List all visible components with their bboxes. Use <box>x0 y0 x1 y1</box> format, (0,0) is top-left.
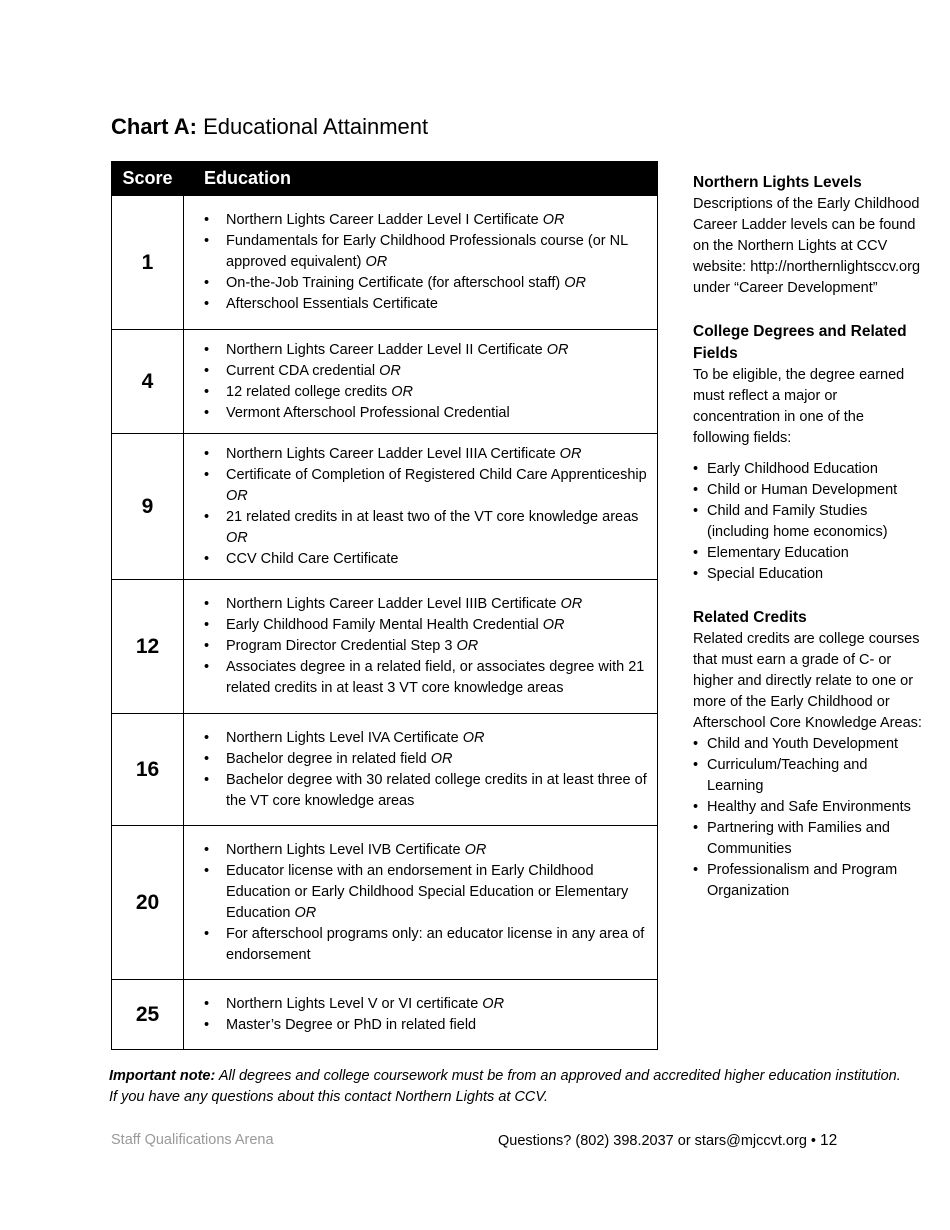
educational-attainment-table <box>111 161 658 1050</box>
list-item <box>204 549 649 570</box>
table-body <box>112 196 658 1050</box>
score-cell: 4 <box>112 330 184 434</box>
table-row <box>112 714 658 826</box>
degrees-list <box>693 459 923 585</box>
or-conjunction: OR <box>226 487 248 504</box>
degrees-body: To be eligible, the degree earned must reflect a major or concentration in one of the following fields: <box>693 367 905 446</box>
list-item-text: Northern Lights Career Ladder Level IIIB Certificate <box>226 596 561 612</box>
levels-body: Descriptions of the Early Childhood Career Ladder levels can be found on the Northern Lights at CCV website: http://northernlightsccv.org under “Career Development” <box>693 196 921 296</box>
table-header-row <box>112 161 658 196</box>
or-conjunction: OR <box>379 362 401 379</box>
list-item <box>204 465 649 507</box>
list-item <box>204 994 649 1015</box>
list-item: • Early Childhood Education <box>693 459 923 480</box>
or-conjunction: OR <box>542 212 565 228</box>
list-item: • Curriculum/Teaching and Learning <box>693 755 923 797</box>
score-column-header: Score <box>112 161 184 196</box>
list-item <box>204 361 649 382</box>
list-item-text: Bachelor degree with 30 related college credits in at least three of the VT core knowledge areas <box>226 771 647 809</box>
score-cell: 16 <box>112 714 184 826</box>
list-item <box>204 840 649 861</box>
list-item <box>204 507 649 549</box>
page-number: 12 <box>820 1132 838 1149</box>
or-conjunction: OR <box>464 841 487 858</box>
education-list <box>184 210 657 315</box>
list-item <box>204 657 649 699</box>
list-item-text: Northern Lights Career Ladder Level IIIA Certificate <box>226 445 560 462</box>
degrees-heading: College Degrees and Related Fields <box>693 323 907 362</box>
list-item <box>204 615 649 636</box>
sidebar-section-credits <box>693 607 923 902</box>
list-item-text: Associates degree in a related field, or associates degree with 21 related credits in at least 3 VT core knowledge areas <box>226 659 645 696</box>
credits-list <box>693 734 923 902</box>
list-item-text: Northern Lights Career Ladder Level I Certificate <box>226 212 543 228</box>
table-row <box>112 434 658 580</box>
score-cell: 1 <box>112 196 184 330</box>
list-item: • Child and Family Studies (including home economics) <box>693 501 923 543</box>
list-item-text: Northern Lights Level IVB Certificate <box>226 841 465 858</box>
list-item-text: Bachelor degree in related field <box>226 750 431 767</box>
sidebar-section-degrees <box>693 321 923 585</box>
list-item <box>204 294 649 315</box>
sidebar <box>693 172 923 924</box>
score-cell: 25 <box>112 980 184 1050</box>
score-cell: 20 <box>112 826 184 980</box>
list-item-text: On-the-Job Training Certificate (for afterschool staff) <box>226 275 565 291</box>
list-item <box>204 861 649 924</box>
education-list <box>184 728 657 812</box>
score-cell: 12 <box>112 580 184 714</box>
table-row <box>112 980 658 1050</box>
list-item-text: Early Childhood Family Mental Health Credential <box>226 617 543 633</box>
or-conjunction: OR <box>226 529 248 546</box>
list-item-text: 21 related credits in at least two of the VT core knowledge areas <box>226 508 639 525</box>
footer-contact-text: Questions? (802) 398.2037 or stars@mjccvt.org <box>498 1133 807 1149</box>
education-column-header: Education <box>184 161 658 196</box>
levels-heading: Northern Lights Levels <box>693 174 862 191</box>
list-item: • Child and Youth Development <box>693 734 923 755</box>
page-title-text: Educational Attainment <box>196 114 429 139</box>
list-item <box>204 210 649 231</box>
table-row <box>112 580 658 714</box>
table-row <box>112 826 658 980</box>
sidebar-section-levels <box>693 172 923 299</box>
list-item <box>204 444 649 465</box>
list-item: • Special Education <box>693 564 923 585</box>
or-conjunction: OR <box>391 383 413 400</box>
list-item <box>204 382 649 403</box>
list-item-text: Northern Lights Career Ladder Level II Certificate <box>226 341 547 358</box>
list-item <box>204 1015 649 1036</box>
list-item <box>204 749 649 770</box>
important-note-text: All degrees and college coursework must be from an approved and accredited higher education institution. If you have any questions about this contact Northern Lights at CCV. <box>109 1068 901 1105</box>
list-item-text: For afterschool programs only: an educator license in any area of endorsement <box>226 925 645 963</box>
credits-body: Related credits are college courses that must earn a grade of C- or higher and directly relate to one or more of the Early Childhood or Afterschool Core Knowledge Areas: <box>693 631 922 731</box>
or-conjunction: OR <box>559 445 582 462</box>
or-conjunction: OR <box>365 254 388 270</box>
list-item-text: CCV Child Care Certificate <box>226 550 399 567</box>
important-note <box>109 1066 909 1108</box>
or-conjunction: OR <box>456 638 479 654</box>
table-row <box>112 330 658 434</box>
education-cell <box>184 434 658 580</box>
education-cell <box>184 826 658 980</box>
list-item-text: Current CDA credential <box>226 362 380 379</box>
list-item <box>204 340 649 361</box>
education-list <box>184 444 657 570</box>
education-cell <box>184 980 658 1050</box>
list-item-text: Northern Lights Level V or VI certificate <box>226 995 483 1012</box>
list-item: • Elementary Education <box>693 543 923 564</box>
list-item-text: Master’s Degree or PhD in related field <box>226 1016 477 1033</box>
list-item-text: Afterschool Essentials Certificate <box>226 296 438 312</box>
education-cell <box>184 196 658 330</box>
or-conjunction: OR <box>294 904 317 921</box>
list-item: • Child or Human Development <box>693 480 923 501</box>
education-cell <box>184 580 658 714</box>
or-conjunction: OR <box>560 596 583 612</box>
footer-document-name: Staff Qualifications Arena <box>111 1132 274 1148</box>
important-note-lead: Important note: <box>109 1068 216 1084</box>
list-item-text: Educator license with an endorsement in Early Childhood Education or Early Childhood Special Education or Elementary Education <box>226 862 629 921</box>
list-item: • Healthy and Safe Environments <box>693 797 923 818</box>
list-item-text: Certificate of Completion of Registered Child Care Apprenticeship <box>226 466 647 483</box>
list-item-text: Program Director Credential Step 3 <box>226 638 457 654</box>
education-list <box>184 994 657 1036</box>
list-item: • Partnering with Families and Communities <box>693 818 923 860</box>
list-item <box>204 594 649 615</box>
page-title-lead: Chart A: <box>111 114 197 139</box>
list-item <box>204 636 649 657</box>
list-item <box>204 728 649 749</box>
or-conjunction: OR <box>462 729 485 746</box>
list-item-text: 12 related college credits <box>226 383 392 400</box>
list-item-text: Northern Lights Level IVA Certificate <box>226 729 463 746</box>
table-row <box>112 196 658 330</box>
list-item <box>204 770 649 812</box>
or-conjunction: OR <box>546 341 569 358</box>
list-item <box>204 231 649 273</box>
page-title <box>111 113 428 141</box>
education-list <box>184 594 657 699</box>
list-item <box>204 924 649 966</box>
list-item <box>204 403 649 424</box>
or-conjunction: OR <box>542 617 565 633</box>
education-cell <box>184 714 658 826</box>
list-item: • Professionalism and Program Organization <box>693 860 923 902</box>
list-item-text: Vermont Afterschool Professional Credential <box>226 404 510 421</box>
education-list <box>184 340 657 424</box>
or-conjunction: OR <box>564 275 586 291</box>
list-item <box>204 273 649 294</box>
education-cell <box>184 330 658 434</box>
score-cell: 9 <box>112 434 184 580</box>
or-conjunction: OR <box>482 995 505 1012</box>
footer-contact <box>498 1132 837 1150</box>
footer-separator: • <box>810 1133 816 1149</box>
or-conjunction: OR <box>430 750 453 767</box>
list-item-text: Fundamentals for Early Childhood Professionals course (or NL approved equivalent) <box>226 233 628 270</box>
credits-heading: Related Credits <box>693 609 807 626</box>
education-list <box>184 840 657 966</box>
